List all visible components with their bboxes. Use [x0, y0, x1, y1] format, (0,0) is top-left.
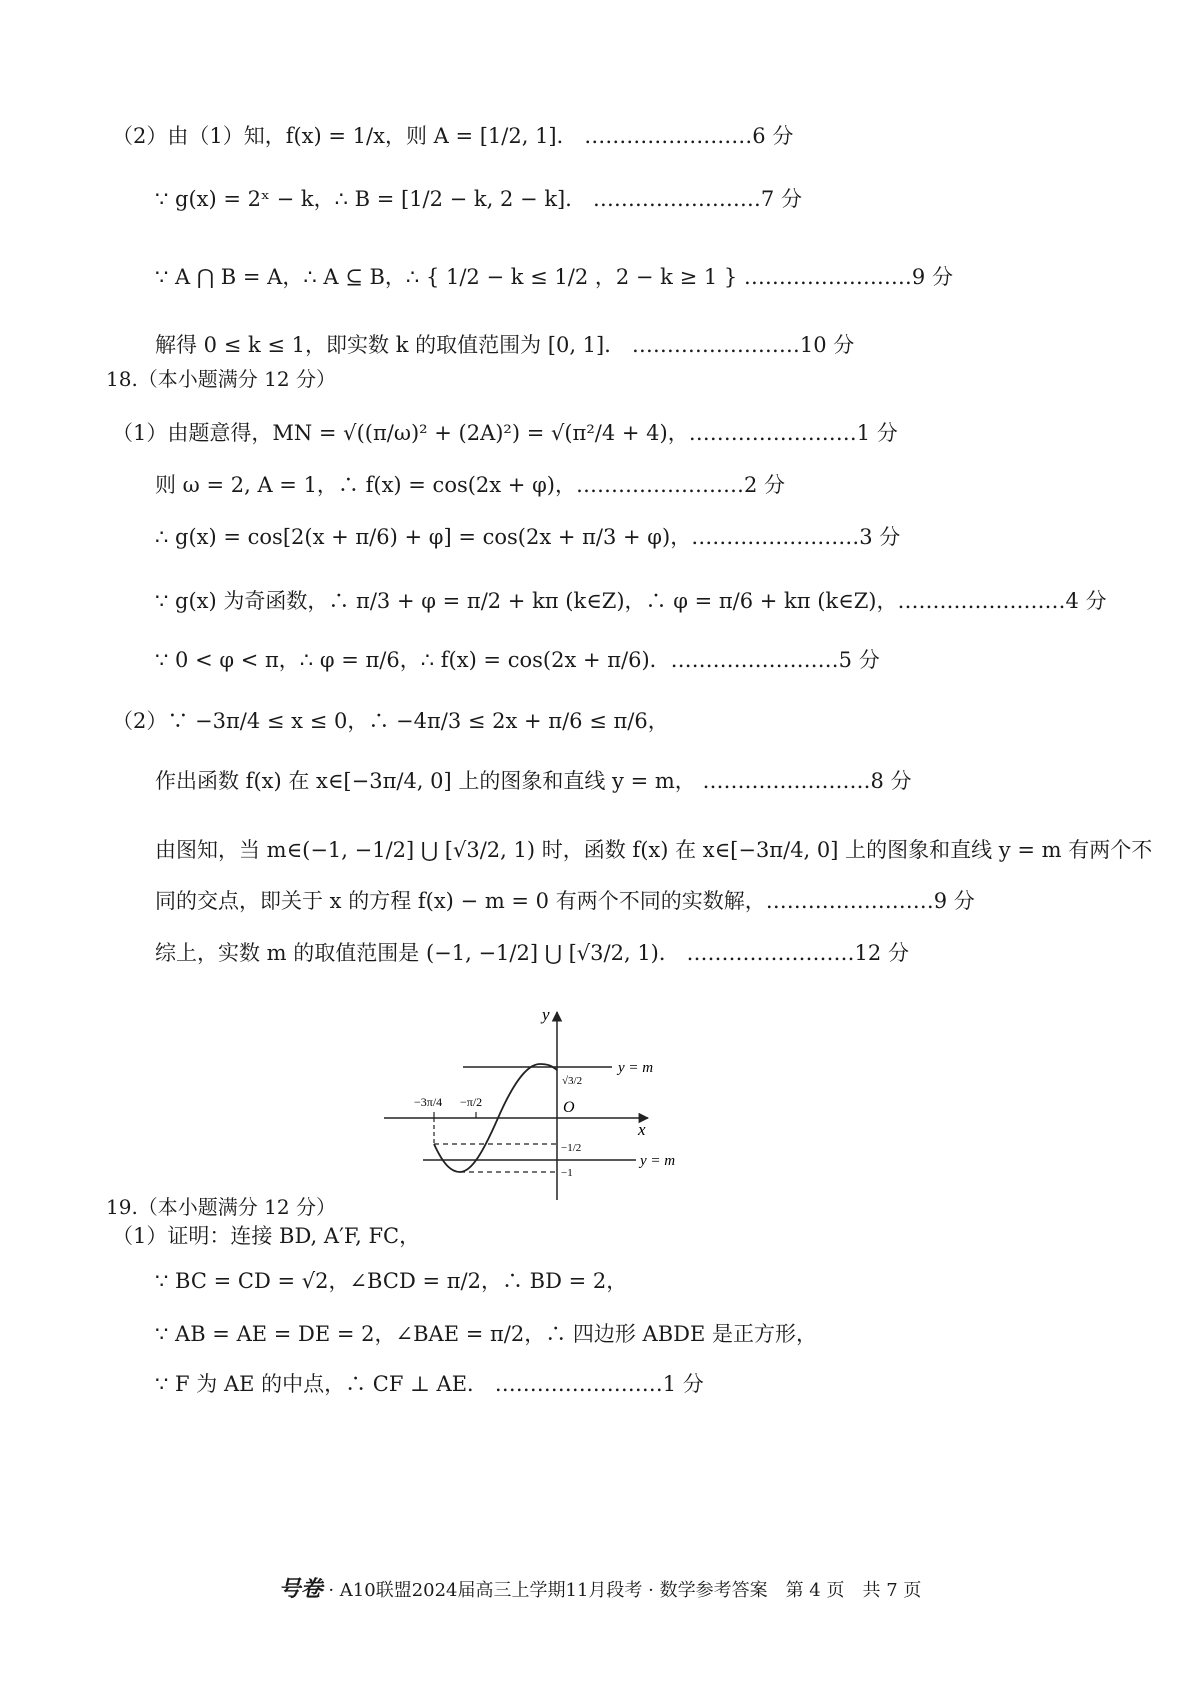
answer-line: 作出函数 f(x) 在 x∈[−3π/4, 0] 上的图象和直线 y = m， ……………………8 分 — [155, 769, 912, 793]
cosine-graph — [380, 1000, 700, 1215]
answer-line: 解得 0 ≤ k ≤ 1，即实数 k 的取值范围为 [0, 1]． ……………………10 分 — [155, 333, 855, 357]
answer-line: （2）∵ −3π/4 ≤ x ≤ 0，∴ −4π/3 ≤ 2x + π/6 ≤ π/6， — [112, 709, 669, 733]
answer-line: （1）证明：连接 BD, A′F, FC， — [112, 1224, 421, 1248]
tick-neg-half: −1/2 — [561, 1142, 582, 1154]
answer-line: （1）由题意得，MN = √((π/ω)² + (2A)²) = √(π²/4 + 4)，……………………1 分 — [112, 421, 898, 445]
answer-line: ∵ 0 < φ < π，∴ φ = π/6，∴ f(x) = cos(2x + π/6)．……………………5 分 — [155, 648, 880, 672]
footer-text: · A10联盟2024届高三上学期11月段考 · 数学参考答案 第 4 页 共 7 页 — [328, 1580, 922, 1601]
answer-line: 则 ω = 2, A = 1，∴ f(x) = cos(2x + φ)，……………………2 分 — [155, 473, 786, 497]
tick-neg-1: −1 — [561, 1167, 573, 1179]
tick-neg-3pi-4: −3π/4 — [414, 1095, 443, 1109]
question-heading: 19.（本小题满分 12 分） — [106, 1195, 336, 1219]
line-label-bottom: y = m — [640, 1153, 676, 1169]
answer-line: ∵ AB = AE = DE = 2，∠BAE = π/2，∴ 四边形 ABDE 是正方形， — [155, 1322, 817, 1346]
question-heading: 18.（本小题满分 12 分） — [106, 367, 336, 391]
y-axis-label: y — [542, 1005, 550, 1024]
answer-line: ∵ g(x) 为奇函数，∴ π/3 + φ = π/2 + kπ (k∈Z)，∴ φ = π/6 + kπ (k∈Z)，……………………4 分 — [155, 589, 1107, 613]
answer-line: （2）由（1）知，f(x) = 1/x，则 A = [1/2, 1]． ……………………6 分 — [112, 124, 794, 148]
line-label-top: y = m — [618, 1060, 654, 1076]
answer-line: ∵ A ⋂ B = A，∴ A ⊆ B，∴ { 1/2 − k ≤ 1/2 ，2 − k ≥ 1 } ……………………9 分 — [155, 265, 953, 289]
answer-line: ∵ F 为 AE 的中点，∴ CF ⊥ AE． ……………………1 分 — [155, 1372, 704, 1396]
answer-line: 同的交点，即关于 x 的方程 f(x) − m = 0 有两个不同的实数解，……………………9 分 — [155, 889, 975, 913]
tick-sqrt3-2: √3/2 — [562, 1075, 583, 1087]
brand-logo: 号卷 — [278, 1576, 323, 1602]
page-footer — [0, 1576, 1200, 1604]
answer-line: ∵ BC = CD = √2，∠BCD = π/2，∴ BD = 2， — [155, 1269, 628, 1293]
answer-line: 综上，实数 m 的取值范围是 (−1, −1/2] ⋃ [√3/2, 1)． ……………………12 分 — [155, 941, 909, 965]
answer-line: ∴ g(x) = cos[2(x + π/6) + φ] = cos(2x + π/3 + φ)，……………………3 分 — [155, 525, 901, 549]
origin-label: O — [563, 1099, 575, 1116]
answer-line: 由图知，当 m∈(−1, −1/2] ⋃ [√3/2, 1) 时，函数 f(x) 在 x∈[−3π/4, 0] 上的图象和直线 y = m 有两个不 — [155, 838, 1153, 862]
x-axis-label: x — [638, 1120, 646, 1139]
tick-neg-pi-2: −π/2 — [460, 1095, 483, 1109]
answer-line: ∵ g(x) = 2ˣ − k，∴ B = [1/2 − k, 2 − k]． ……………………7 分 — [155, 187, 802, 211]
